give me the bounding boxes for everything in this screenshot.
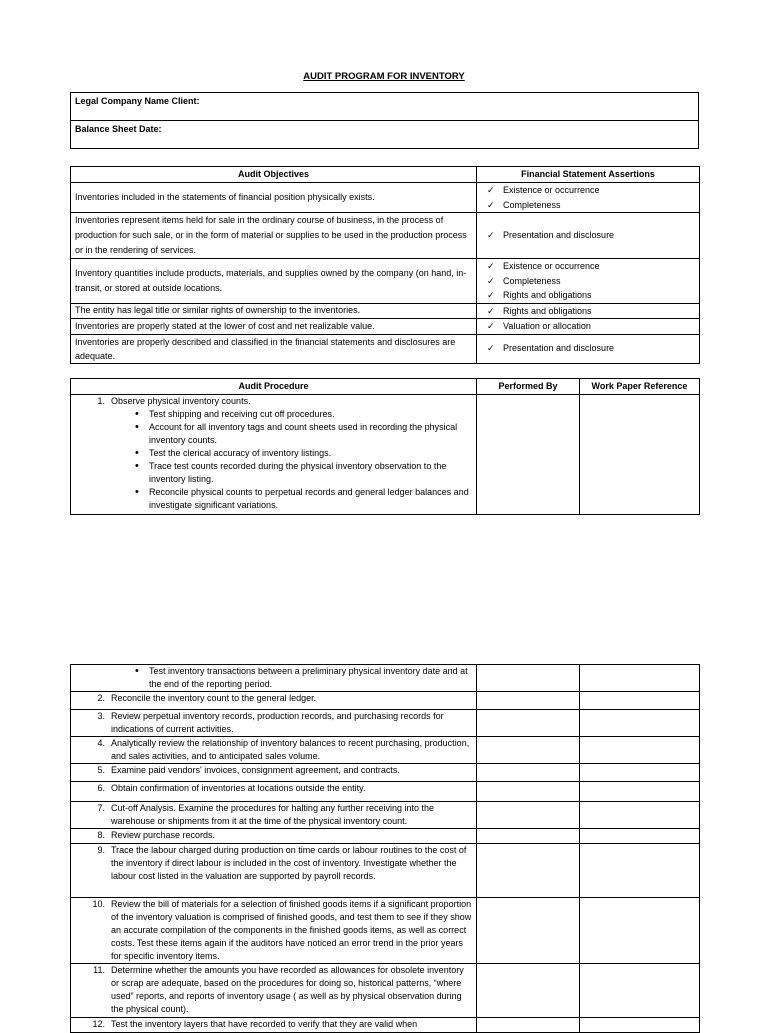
performed-by-cell[interactable]: [477, 802, 580, 829]
performed-by-cell[interactable]: [477, 692, 580, 710]
work-paper-cell[interactable]: [580, 782, 700, 802]
procedure-step: Trace the labour charged during production on time cards or labour routines to the cost of the inventory if direct labour is included in the cost of inventory. Investigate whether the labour cost listed in the valuation are supported by payroll records.: [111, 845, 467, 881]
work-paper-cell[interactable]: [580, 898, 700, 964]
performed-by-cell[interactable]: [477, 964, 580, 1018]
table-row: 5. Examine paid vendors' invoices, consignment agreement, and contracts.: [71, 764, 700, 782]
assertion-item: ✓ Presentation and disclosure: [481, 228, 695, 243]
balance-sheet-date-label: Balance Sheet Date:: [71, 121, 699, 149]
objectives-header: Audit Objectives: [71, 167, 477, 183]
work-paper-cell[interactable]: [580, 737, 700, 764]
procedures-table-continued: [70, 664, 700, 1033]
table-row: 6. Obtain confirmation of inventories at locations outside the entity.: [71, 782, 700, 802]
table-row: 12. Test the inventory layers that have recorded to verify that they are valid when: [71, 1018, 700, 1033]
sub-procedure: • Account for all inventory tags and count sheets used in recording the physical inventory counts.: [133, 421, 472, 447]
procedure-step: Obtain confirmation of inventories at locations outside the entity.: [111, 783, 366, 793]
performed-by-cell[interactable]: [477, 829, 580, 844]
work-paper-cell[interactable]: [580, 764, 700, 782]
performed-by-cell[interactable]: [477, 710, 580, 737]
assertion-item: ✓ Existence or occurrence: [481, 183, 695, 198]
work-paper-cell[interactable]: [580, 844, 700, 898]
assertion-item: ✓ Completeness: [481, 198, 695, 213]
objective-cell: Inventories are properly stated at the lower of cost and net realizable value.: [71, 319, 477, 335]
performed-by-cell[interactable]: [477, 1018, 580, 1033]
assertion-item: ✓ Completeness: [481, 274, 695, 289]
procedure-step: Review perpetual inventory records, production records, and purchasing records for indications of current activities.: [111, 711, 444, 734]
sub-procedure: • Test the clerical accuracy of inventory listings.: [133, 447, 472, 460]
table-row: 3. Review perpetual inventory records, production records, and purchasing records for indications of current activities.: [71, 710, 700, 737]
procedures-table: [70, 378, 700, 515]
work-paper-cell[interactable]: [580, 395, 700, 515]
table-row: 10. Review the bill of materials for a selection of finished goods items if a significant proportion of the inventory valuation is comprised of finished goods, and test them to see if they show an accurate compilation of the components in the finished goods items, as well as correct costs. Test these items again if the auditors have noticed an error trend in the prior years for specific inventory items.: [71, 898, 700, 964]
work-paper-cell[interactable]: [580, 829, 700, 844]
work-paper-header: Work Paper Reference: [580, 379, 700, 395]
performed-by-cell[interactable]: [477, 782, 580, 802]
table-row: [71, 334, 700, 363]
sub-procedure: • Test inventory transactions between a preliminary physical inventory date and at the end of the reporting period.: [133, 665, 472, 691]
performed-by-cell[interactable]: [477, 898, 580, 964]
work-paper-cell[interactable]: [580, 964, 700, 1018]
assertion-item: ✓ Rights and obligations: [481, 304, 695, 319]
table-row: [71, 183, 700, 213]
procedure-step: Review purchase records.: [111, 830, 216, 840]
performed-by-cell[interactable]: [477, 665, 580, 692]
work-paper-cell[interactable]: [580, 710, 700, 737]
procedure-step: Cut-off Analysis. Examine the procedures for halting any further receiving into the warehouse or shipments from it at the time of the physical inventory count.: [111, 803, 435, 826]
objective-cell: Inventories included in the statements of financial position physically exists.: [71, 183, 477, 213]
procedure-step: Examine paid vendors' invoices, consignment agreement, and contracts.: [111, 765, 400, 775]
client-info-table: [70, 92, 699, 149]
objective-cell: Inventories are properly described and classified in the financial statements and disclosures are adequate.: [71, 334, 477, 363]
work-paper-cell[interactable]: [580, 692, 700, 710]
sub-procedure: • Trace test counts recorded during the physical inventory observation to the inventory listing.: [133, 460, 472, 486]
sub-procedure: • Test shipping and receiving cut off procedures.: [133, 408, 472, 421]
objectives-table: [70, 166, 700, 364]
work-paper-cell[interactable]: [580, 1018, 700, 1033]
table-row: [71, 303, 700, 319]
page-title: AUDIT PROGRAM FOR INVENTORY: [303, 71, 465, 82]
table-row: 7. Cut-off Analysis. Examine the procedures for halting any further receiving into the warehouse or shipments from it at the time of the physical inventory count.: [71, 802, 700, 829]
assertion-item: ✓ Presentation and disclosure: [481, 341, 695, 356]
company-name-label: Legal Company Name Client:: [71, 93, 699, 121]
performed-by-cell[interactable]: [477, 737, 580, 764]
table-row: [71, 319, 700, 335]
table-row: [71, 213, 700, 259]
table-row: [71, 395, 700, 515]
assertion-item: ✓ Valuation or allocation: [481, 319, 695, 334]
assertion-item: ✓ Rights and obligations: [481, 288, 695, 303]
table-row: [71, 259, 700, 304]
table-row: 2. Reconcile the inventory count to the general ledger.: [71, 692, 700, 710]
assertion-item: ✓ Existence or occurrence: [481, 259, 695, 274]
objective-cell: The entity has legal title or similar rights of ownership to the inventories.: [71, 303, 477, 319]
procedure-step: Review the bill of materials for a selection of finished goods items if a significant proportion of the inventory valuation is comprised of finished goods, and test them to see if they show an accurate compilation of the components in the finished goods items, as well as correct costs. Test these items again if the auditors have noticed an error trend in the prior years for specific inventory items.: [111, 899, 472, 961]
objective-cell: Inventories represent items held for sale in the ordinary course of business, in the process of production for such sale, or in the form of material or supplies to be used in the production process or in the rendering of services.: [71, 213, 477, 259]
performed-by-header: Performed By: [477, 379, 580, 395]
table-row: 11. Determine whether the amounts you have recorded as allowances for obsolete inventory or scrap are adequate, based on the procedures for doing so, historical patterns, “where used” reports, and reports of inventory usage ( as well as by physical observation during the physical count).: [71, 964, 700, 1018]
performed-by-cell[interactable]: [477, 764, 580, 782]
procedure-step: Reconcile the inventory count to the general ledger.: [111, 693, 317, 703]
work-paper-cell[interactable]: [580, 802, 700, 829]
procedure-step: Determine whether the amounts you have recorded as allowances for obsolete inventory or scrap are adequate, based on the procedures for doing so, historical patterns, “where used” reports, and reports of inventory usage ( as well as by physical observation during the physical count).: [111, 965, 464, 1014]
procedure-step: Analytically review the relationship of inventory balances to recent purchasing, production, and sales activities, and to anticipated sales volume.: [111, 738, 470, 761]
procedure-header: Audit Procedure: [71, 379, 477, 395]
table-row: 8. Review purchase records.: [71, 829, 700, 844]
table-row: 9. Trace the labour charged during production on time cards or labour routines to the cost of the inventory if direct labour is included in the cost of inventory. Investigate whether the labour cost listed in the valuation are supported by payroll records.: [71, 844, 700, 898]
table-row: [71, 665, 700, 692]
assertions-header: Financial Statement Assertions: [477, 167, 700, 183]
table-row: 4. Analytically review the relationship of inventory balances to recent purchasing, production, and sales activities, and to anticipated sales volume.: [71, 737, 700, 764]
performed-by-cell[interactable]: [477, 395, 580, 515]
performed-by-cell[interactable]: [477, 844, 580, 898]
procedure-step: Test the inventory layers that have recorded to verify that they are valid when: [111, 1019, 418, 1029]
objective-cell: Inventory quantities include products, materials, and supplies owned by the company (on hand, in-transit, or stored at outside locations.: [71, 259, 477, 304]
work-paper-cell[interactable]: [580, 665, 700, 692]
sub-procedure: • Reconcile physical counts to perpetual records and general ledger balances and investigate significant variations.: [133, 486, 472, 512]
procedure-step: 1. Observe physical inventory counts.: [97, 396, 251, 406]
